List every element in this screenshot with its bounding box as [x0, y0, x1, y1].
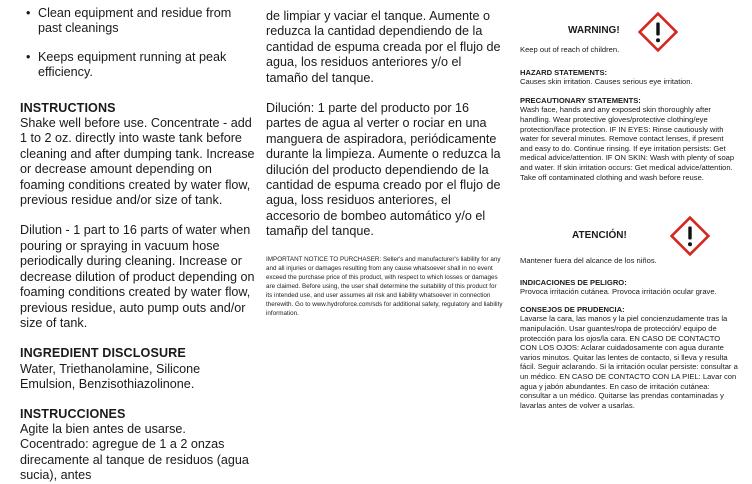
warning-heading: WARNING!: [568, 25, 620, 36]
ingredient-text: Water, Triethanolamine, Silicone Emulsion, Benzisothiazolinone.: [20, 361, 201, 392]
ghs-exclamation-icon-es: [670, 216, 710, 256]
purchaser-notice: IMPORTANT NOTICE TO PURCHASER: Seller's and manufacturer's liability for any and all injuries or damages resulting from any cause whatsoever shall in no event exceed the purchase price of this product, with respect to which losses or damages are claimed. Before using, the user shall determine the suitability of this product for its intended use, and user assumes all risk and liability whatsoever in connection therewith. Go to www.hydroforce.com/sds for additional safety, regulatory and liability information.: [266, 255, 503, 317]
spanish-instructions-column: [266, 0, 504, 318]
prudencia-text: Lavarse la cara, las manos y la piel concienzudamente tras la manipulación. Usar guantes/ropa de protección/ equipo de protección para los ojos/la cara. EN CASO DE CONTACTO CON LOS OJOS: Aclarar cuidadosamente con agua durante varios minutos. Quitar las lentes de contacto, si lleva y resulta fácil. Seguir aclarando. Si la irritación ocular persiste: consultar a un médico. EN CASO DE CONTACTO CON LA PIEL: Lavar con agua y jabón abundantes. En caso de irritación cutánea: consultar a un médico. Quitarse las prendas contaminadas y lavarlas antes de volver a usarlas.: [520, 314, 738, 410]
keep-out-text: Keep out of reach of children.: [520, 45, 620, 54]
instructions-text: Shake well before use. Concentrate - add 1 to 2 oz. directly into waste tank before cleaning and after dumping tank. Increase or decrease amount depending on foaming conditions created by water flow, previous residue and/or size of tank.: [20, 116, 255, 208]
hazard-heading: HAZARD STATEMENTS:: [520, 67, 608, 77]
dilucion-text: Dilución: 1 parte del producto por 16 partes de agua al verter o rociar en una manguera de aspiradora, periódicamente durante la limpieza. Aumente o reduzca la dilución del producto dependiendo de la cantidad de espuma creado por el flujo de agua, loss residuos anteriores, el accesorio de bombeo automático y/o el tamañp del tanque.: [266, 101, 501, 239]
atencion-heading: ATENCIÓN!: [572, 230, 627, 241]
dilution-text: Dilution - 1 part to 16 parts of water when pouring or spraying in vacuum hose periodically during cleaning. Increase or decrease dilution of product depending on foaming conditions created by water flow, previous residue, auto pump outs and/or size of tank.: [20, 223, 255, 330]
hazard-text: Causes skin irritation. Causes serious eye irritation.: [520, 77, 693, 87]
ingredient-heading: INGREDIENT DISCLOSURE: [20, 346, 186, 361]
precautionary-heading: PRECAUTIONARY STATEMENTS:: [520, 95, 641, 105]
bullet-keeps-running: • Keeps equipment running at peak efficiency.: [20, 50, 255, 81]
prudencia-heading: CONSEJOS DE PRUDENCIA:: [520, 304, 625, 314]
bullet-clean-equipment: • Clean equipment and residue from past cleanings: [20, 6, 255, 37]
instructions-heading: INSTRUCTIONS: [20, 100, 116, 115]
english-instructions-column: [20, 0, 255, 484]
peligro-text: Provoca irritación cutánea. Provoca irritación ocular grave.: [520, 287, 717, 297]
peligro-heading: INDICACIONES DE PELIGRO:: [520, 277, 627, 287]
precautionary-text: Wash face, hands and any exposed skin thoroughly after handling. Wear protective gloves/protective clothing/eye protection/face protection. IF IN EYES: Rinse cautiously with water for several minutes. Remove contact lenses, if present and easy to do. Continue rinsing. If eye irritation persists: Get medical advice/attention. IF ON SKIN: Wash with plenty of soap and water. If skin irritation occurs: Get medical advice/attention. Take off contaminated clothing and wash before reuse.: [520, 105, 735, 182]
mantener-text: Mantener fuera del alcance de los niños.: [520, 256, 657, 265]
instrucciones-text: Agite la bien antes de usarse. Cocentrado: agregue de 1 a 2 onzas direcamente al tanque de residuos (agua sucia), antes: [20, 421, 249, 483]
instrucciones-continuation: de limpiar y vaciar el tanque. Aumente o reduzca la cantidad dependiendo de la cantidad de espuma creada por el flujo de agua, los residuos anteriores y/o el tamaño del tanque.: [266, 9, 501, 85]
instrucciones-heading: INSTRUCCIONES: [20, 406, 126, 421]
